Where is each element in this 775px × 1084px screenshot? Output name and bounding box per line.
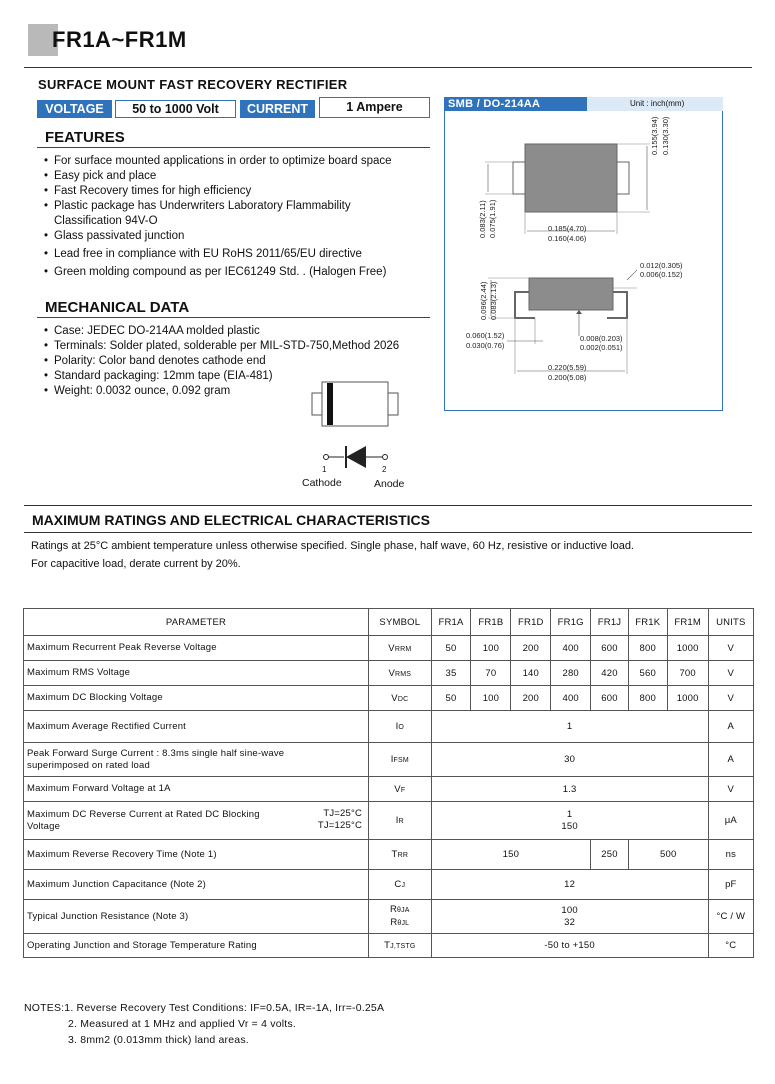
param-cell: Maximum Reverse Recovery Time (Note 1) — [24, 840, 369, 870]
header-rule — [24, 67, 752, 68]
dim-side-height-2: 0.083(2.13) — [489, 281, 498, 320]
feature-item-cont: Classification 94V-O — [54, 215, 158, 227]
mechanical-title: MECHANICAL DATA — [45, 299, 190, 316]
dim-body-height-2: 0.130(3.30) — [661, 116, 670, 155]
mechanical-item: • Polarity: Color band denotes cathode end — [44, 354, 439, 369]
page-subtitle: SURFACE MOUNT FAST RECOVERY RECTIFIER — [38, 77, 348, 92]
value-cell: 100 32 — [431, 900, 708, 934]
symbol-cell: VRMS — [369, 661, 432, 686]
value-cell: 420 — [591, 661, 629, 686]
col-header: SYMBOL — [369, 609, 432, 636]
dim-foot-1: 0.060(1.52) — [466, 331, 505, 340]
unit-cell: °C / W — [708, 900, 753, 934]
col-header: FR1M — [667, 609, 708, 636]
value-cell: 400 — [551, 686, 591, 711]
table-row — [24, 900, 754, 934]
voltage-label: VOLTAGE — [37, 100, 112, 118]
param-cell: Maximum Recurrent Peak Reverse Voltage — [24, 636, 369, 661]
dim-lead-height-2: 0.075(1.91) — [488, 199, 497, 238]
table-row — [24, 870, 754, 900]
col-header: FR1G — [551, 609, 591, 636]
table-header-row — [24, 609, 754, 636]
dim-lead-thickness-1: 0.012(0.305) — [640, 261, 683, 270]
value-cell: 140 — [511, 661, 551, 686]
unit-cell: V — [708, 661, 753, 686]
feature-item: • Fast Recovery times for high efficiency — [44, 184, 439, 199]
note-1: NOTES:1. Reverse Recovery Test Conditions: IF=0.5A, IR=-1A, Irr=-0.25A — [24, 1002, 385, 1014]
param-cell: Maximum DC Reverse Current at Rated DC Blocking Voltage TJ=25°C TJ=125°C — [24, 802, 369, 840]
param-cell: Maximum RMS Voltage — [24, 661, 369, 686]
unit-cell: ns — [708, 840, 753, 870]
feature-item: • Green molding compound as per IEC61249 Std. . (Halogen Free) — [44, 265, 439, 280]
table-row — [24, 711, 754, 743]
value-cell: 600 — [591, 686, 629, 711]
table-row — [24, 802, 754, 840]
value-cell: 1 — [431, 711, 708, 743]
param-cell: Maximum DC Blocking Voltage — [24, 686, 369, 711]
current-value: 1 Ampere — [319, 97, 430, 118]
unit-cell: A — [708, 711, 753, 743]
notes-block — [24, 1000, 384, 1048]
dim-body-width-1: 0.185(4.70) — [548, 224, 587, 233]
ratings-note-1: Ratings at 25°C ambient temperature unless otherwise specified. Single phase, half wave, 60 Hz, resistive or inductive load. — [31, 540, 634, 552]
value-cell: 30 — [431, 743, 708, 777]
value-cell: -50 to +150 — [431, 934, 708, 958]
value-cell: 700 — [667, 661, 708, 686]
value-cell: 100 — [471, 686, 511, 711]
symbol-cell: IFSM — [369, 743, 432, 777]
col-header: FR1K — [628, 609, 667, 636]
mechanical-item: • Standard packaging: 12mm tape (EIA-481) — [44, 369, 439, 384]
param-cell: Maximum Average Rectified Current — [24, 711, 369, 743]
symbol-cell: RθJA RθJL — [369, 900, 432, 934]
value-cell: 1000 — [667, 686, 708, 711]
features-rule — [37, 147, 430, 148]
current-label: CURRENT — [240, 100, 315, 118]
dim-total-width-2: 0.200(5.08) — [548, 373, 587, 382]
ratings-top-rule — [24, 505, 752, 506]
unit-cell: A — [708, 743, 753, 777]
value-cell: 12 — [431, 870, 708, 900]
mechanical-item: • Terminals: Solder plated, solderable per MIL-STD-750,Method 2026 — [44, 339, 439, 354]
cathode-label: Cathode — [302, 477, 342, 489]
value-cell: 1000 — [667, 636, 708, 661]
mechanical-item: • Case: JEDEC DO-214AA molded plastic — [44, 324, 439, 339]
symbol-cell: IR — [369, 802, 432, 840]
unit-cell: V — [708, 777, 753, 802]
anode-label: Anode — [374, 478, 405, 490]
table-row — [24, 934, 754, 958]
ir-condition-25: TJ=25°C — [323, 808, 363, 819]
feature-item: • Easy pick and place — [44, 169, 439, 184]
mechanical-rule — [37, 317, 430, 318]
value-cell: 100 — [471, 636, 511, 661]
unit-cell: °C — [708, 934, 753, 958]
value-cell: 560 — [628, 661, 667, 686]
note-2: 2. Measured at 1 MHz and applied Vr = 4 volts. — [68, 1018, 296, 1030]
table-row — [24, 743, 754, 777]
voltage-value: 50 to 1000 Volt — [115, 100, 236, 118]
ir-condition-125: TJ=125°C — [317, 820, 363, 831]
value-cell: 1 150 — [431, 802, 708, 840]
dim-body-width-2: 0.160(4.06) — [548, 234, 587, 243]
symbol-cell: VDC — [369, 686, 432, 711]
value-cell: 600 — [591, 636, 629, 661]
ratings-title: MAXIMUM RATINGS AND ELECTRICAL CHARACTERISTICS — [32, 512, 430, 528]
col-header: FR1B — [471, 609, 511, 636]
table-row — [24, 686, 754, 711]
param-cell: Operating Junction and Storage Temperature Rating — [24, 934, 369, 958]
mechanical-item: • Weight: 0.0032 ounce, 0.092 gram — [44, 384, 439, 399]
symbol-cell: VF — [369, 777, 432, 802]
table-row — [24, 840, 754, 870]
col-header: UNITS — [708, 609, 753, 636]
value-cell: 35 — [431, 661, 471, 686]
table-row — [24, 661, 754, 686]
value-cell: 200 — [511, 686, 551, 711]
feature-item: • For surface mounted applications in order to optimize board space — [44, 154, 439, 169]
unit-cell: μA — [708, 802, 753, 840]
ratings-title-rule — [24, 532, 752, 533]
col-header: FR1J — [591, 609, 629, 636]
feature-item: • Glass passivated junction — [44, 229, 439, 244]
package-unit: Unit : inch(mm) — [630, 99, 685, 108]
dim-body-height-1: 0.155(3.94) — [650, 116, 659, 155]
dim-lead-height-1: 0.083(2.11) — [478, 200, 487, 238]
value-cell: 250 — [591, 840, 629, 870]
unit-cell: V — [708, 636, 753, 661]
ratings-note-2: For capacitive load, derate current by 20%. — [31, 558, 241, 570]
features-list — [44, 154, 439, 280]
characteristics-table — [23, 608, 754, 958]
feature-item: • Plastic package has Underwriters Laboratory Flammability — [44, 199, 439, 214]
value-cell: 280 — [551, 661, 591, 686]
value-cell: 500 — [628, 840, 708, 870]
value-cell: 150 — [431, 840, 591, 870]
dim-total-width-1: 0.220(5.59) — [548, 363, 587, 372]
col-header: FR1D — [511, 609, 551, 636]
symbol-cell: TRR — [369, 840, 432, 870]
table-row — [24, 777, 754, 802]
note-3: 3. 8mm2 (0.013mm thick) land areas. — [68, 1034, 249, 1046]
col-header: FR1A — [431, 609, 471, 636]
value-cell: 1.3 — [431, 777, 708, 802]
value-cell: 400 — [551, 636, 591, 661]
features-title: FEATURES — [45, 129, 125, 146]
unit-cell: pF — [708, 870, 753, 900]
symbol-cell: IO — [369, 711, 432, 743]
pin1-label: 1 — [322, 465, 327, 474]
unit-cell: V — [708, 686, 753, 711]
package-top-view — [310, 380, 410, 430]
dim-lead-thickness-2: 0.006(0.152) — [640, 270, 683, 279]
symbol-cell: TJ,TSTG — [369, 934, 432, 958]
dim-foot-2: 0.030(0.76) — [466, 341, 505, 350]
cathode-band — [327, 383, 333, 425]
value-cell: 200 — [511, 636, 551, 661]
page-title: FR1A~FR1M — [52, 27, 187, 52]
value-cell: 800 — [628, 636, 667, 661]
dim-standoff-1: 0.008(0.203) — [580, 334, 623, 343]
dim-standoff-2: 0.002(0.051) — [580, 343, 623, 352]
param-cell: Maximum Forward Voltage at 1A — [24, 777, 369, 802]
symbol-cell: CJ — [369, 870, 432, 900]
param-cell: Maximum Junction Capacitance (Note 2) — [24, 870, 369, 900]
param-cell: Peak Forward Surge Current : 8.3ms single half sine-wave superimposed on rated load — [24, 743, 369, 777]
param-cell: Typical Junction Resistance (Note 3) — [24, 900, 369, 934]
value-cell: 800 — [628, 686, 667, 711]
package-tag: SMB / DO-214AA — [444, 97, 587, 111]
table-row — [24, 636, 754, 661]
pin2-label: 2 — [382, 465, 387, 474]
value-cell: 50 — [431, 636, 471, 661]
col-header: PARAMETER — [24, 609, 369, 636]
value-cell: 70 — [471, 661, 511, 686]
value-cell: 50 — [431, 686, 471, 711]
symbol-cell: VRRM — [369, 636, 432, 661]
dim-side-height-1: 0.096(2.44) — [479, 281, 488, 320]
feature-item: • Lead free in compliance with EU RoHS 2011/65/EU directive — [44, 247, 439, 262]
